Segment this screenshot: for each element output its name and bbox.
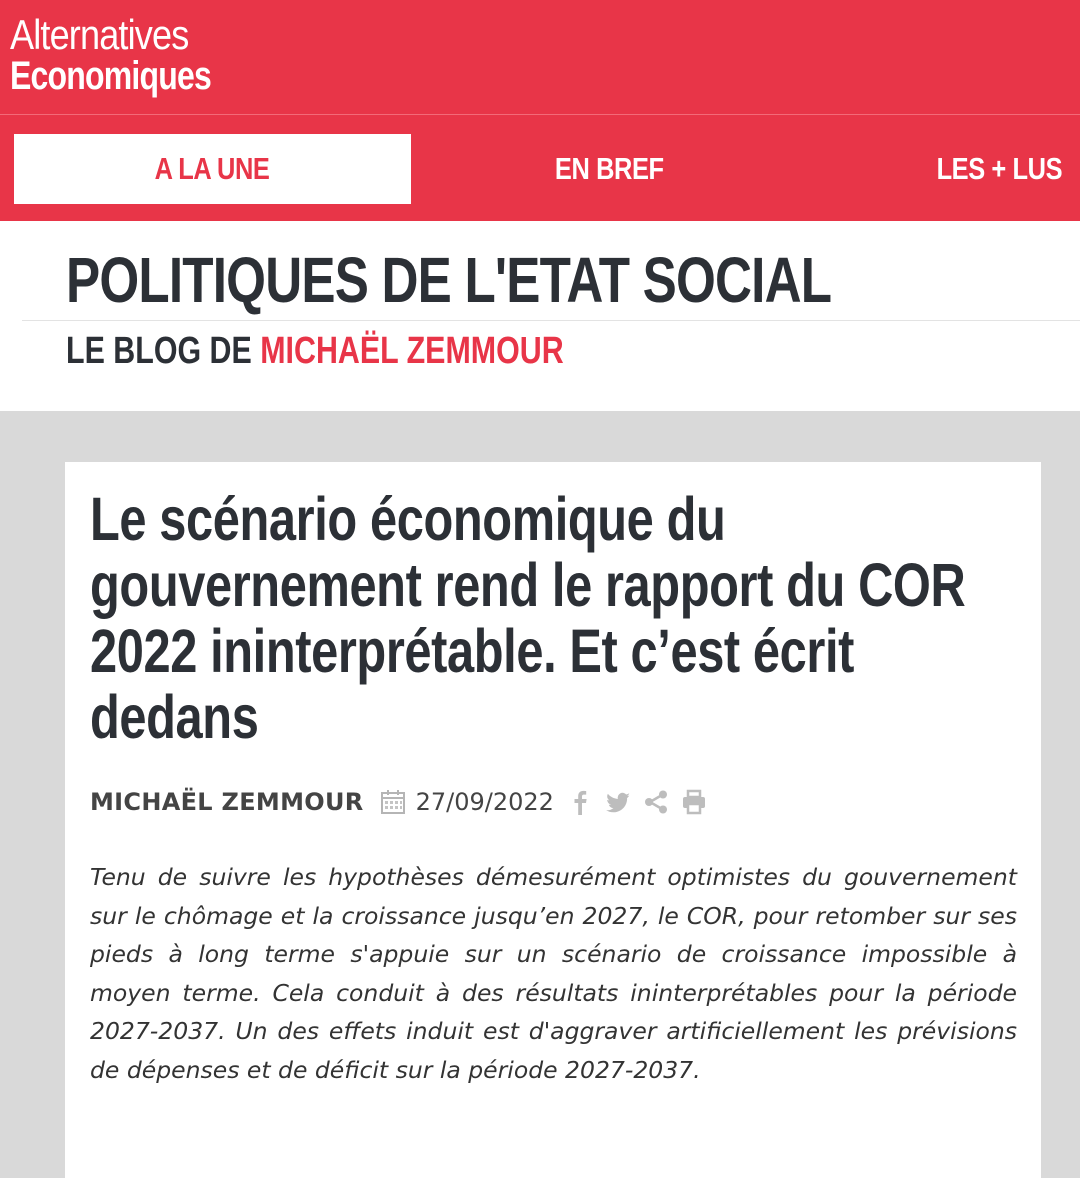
article-author[interactable]: MICHAËL ZEMMOUR	[90, 788, 364, 816]
calendar-icon	[380, 789, 406, 815]
article-title-line: gouvernement rend le rapport du COR	[90, 551, 966, 619]
share-icon[interactable]	[642, 788, 670, 816]
nav-tab-label: A LA UNE	[155, 151, 270, 186]
site-header	[0, 0, 1080, 114]
article-title-line: dedans	[90, 683, 259, 751]
facebook-icon[interactable]	[566, 788, 594, 816]
article-title[interactable]	[90, 486, 970, 750]
article-title-line: Le scénario économique du	[90, 485, 726, 553]
logo-line-2: Economiques	[10, 54, 212, 98]
article-excerpt: Tenu de suivre les hypothèses démesurément optimistes du gouvernement sur le chômage et la croissance jusqu’en 2027, le COR, pour retomber sur ses pieds à long terme s'appuie sur un scénario de croissance impossible à moyen terme. Cela conduit à des résultats ininterprétables pour la période 2027-2037. Un des effets induit est d'aggraver artificiellement les prévisions de dépenses et de déficit sur la période 2027-2037.	[90, 863, 1017, 1084]
blog-title[interactable]: POLITIQUES DE L'ETAT SOCIAL	[66, 244, 832, 316]
divider	[22, 320, 1080, 321]
print-icon[interactable]	[680, 788, 708, 816]
blog-header	[0, 221, 1080, 411]
share-bar	[566, 788, 718, 816]
nav-tab-en-bref[interactable]	[411, 134, 808, 204]
nav-tab-a-la-une[interactable]	[14, 134, 411, 204]
nav-tab-label: EN BREF	[555, 151, 664, 186]
article-card	[65, 462, 1041, 1178]
site-logo[interactable]	[10, 11, 261, 98]
blog-author-link[interactable]: MICHAËL ZEMMOUR	[260, 330, 564, 372]
article-date: 27/09/2022	[415, 788, 554, 816]
article-meta	[90, 784, 718, 820]
nav-tab-les-plus-lus[interactable]	[862, 134, 1062, 204]
blog-subtitle	[66, 331, 564, 373]
article-title-line: 2022 ininterprétable. Et c’est écrit	[90, 617, 855, 685]
logo-line-1: Alternatives	[10, 11, 189, 58]
twitter-icon[interactable]	[604, 788, 632, 816]
main-nav	[0, 114, 1080, 221]
blog-subtitle-prefix: LE BLOG DE	[66, 330, 252, 372]
nav-tab-label: LES + LUS	[936, 151, 1062, 186]
